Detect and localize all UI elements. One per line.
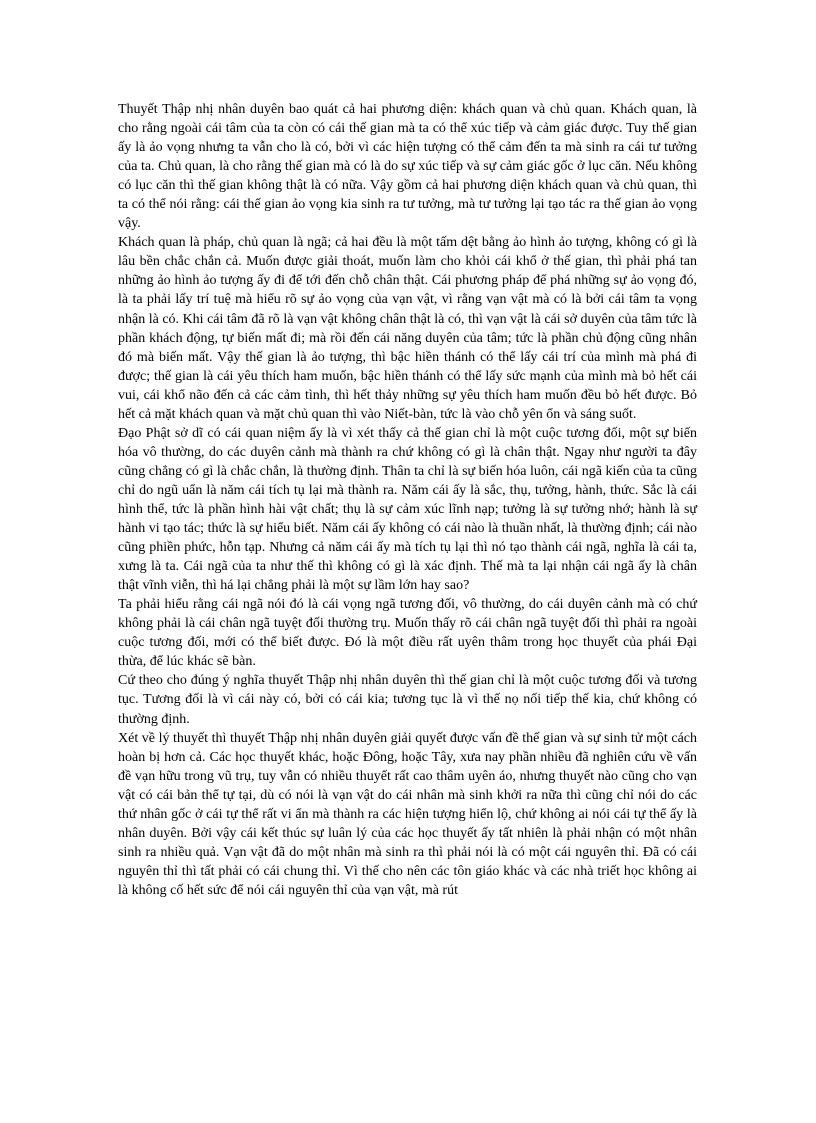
paragraph: Thuyết Thập nhị nhân duyên bao quát cả hai phương diện: khách quan và chủ quan. Khách quan, là cho rằng ngoài cái tâm của ta còn có cái thế gian mà ta có thể xúc tiếp và cảm giác được. Tuy thế gian ấy là ảo vọng nhưng ta vẫn cho là có, bởi vì các hiện tượng có thể cảm đến ta mà sinh ra cái tư tưởng của ta. Chủ quan, là cho rằng thế gian mà có là do sự xúc tiếp và sự cảm giác gốc ở lục căn. Nếu không có lục căn thì thế gian không thật là có nữa. Vậy gồm cả hai phương diện khách quan và chủ quan, thì ta có thể nói rằng: cái thế gian ảo vọng kia sinh ra tư tưởng, mà tư tưởng lại tạo tác ra thế gian ảo vọng vậy. — [118, 102, 697, 232]
paragraph: Đạo Phật sở dĩ có cái quan niệm ấy là vì xét thấy cả thế gian chỉ là một cuộc tương đối, một sự biến hóa vô thường, do các duyên cảnh mà thành ra chứ không có gì là chân thật. Ngay như người ta đây cũng chẳng có gì là chắc chắn, là thường định. Thân ta chỉ là sự biến hóa luôn, cái ngã kiến của ta cũng chỉ do ngũ uẩn là năm cái tích tụ lại mà thành ra. Năm cái ấy là sắc, thụ, tưởng, hành, thức. Sắc là cái hình thể, tức là phần hình hài vật chất; thụ là sự cảm xúc lĩnh nạp; tưởng là sự tưởng nhớ; hành là sự hành vi tạo tác; thức là sự hiểu biết. Năm cái ấy không có cái nào là thuần nhất, là thường định; cái nào cũng phiền phức, hỗn tạp. Nhưng cả năm cái ấy mà tích tụ lại thì nó tạo thành cái ngã, nghĩa là cái ta, xưng là ta. Cái ngã của ta như thế thì không có gì là xác định. Thế mà ta lại nhận cái ngã ấy là chân thật vĩnh viễn, thì há lại chẳng phải là một sự lầm lớn hay sao? — [118, 425, 697, 594]
paragraph: Khách quan là pháp, chủ quan là ngã; cả hai đều là một tấm dệt bằng ảo hình ảo tượng, không có gì là lâu bền chắc chắn cả. Muốn được giải thoát, muốn làm cho khỏi cái khổ ở thế gian, thì phải phá tan những ảo hình ảo tượng ấy đi để tới đến chỗ chân thật. Cái phương pháp để phá những sự ảo vọng đó, là ta phải lấy trí tuệ mà hiểu rõ sự ảo vọng của vạn vật, vì rằng vạn vật mà có là bởi cái tâm ta vọng nhận là có. Khi cái tâm đã rõ là vạn vật không chân thật là có, thì vạn vật là cái sở duyên của tâm tức là phần khách động, tự biến mất đi; mà rồi đến cái năng duyên của tâm; tức là phần chủ động cũng nhân đó mà biến mất. Vậy thế gian là ảo tượng, thì bậc hiền thánh có thể lấy cái trí của mình mà phá đi được; thế gian là cái yêu thích ham muốn, bậc hiền thánh có thể lấy sức mạnh của mình mà bỏ hết cái vui, cái khổ não đến cả các cảm tình, thì hết thảy những sự yêu thích ham muốn đều bỏ hết được. Bỏ hết cả mặt khách quan và mặt chủ quan thì vào Niết-bàn, tức là vào chỗ yên ổn và sáng suốt. — [118, 235, 697, 422]
paragraph: Cứ theo cho đúng ý nghĩa thuyết Thập nhị nhân duyên thì thế gian chỉ là một cuộc tương đối và tương tục. Tương đối là vì cái này có, bởi có cái kia; tương tục là vì thế nọ nối tiếp thế kia, chứ không có thường định. — [118, 673, 697, 727]
document-page — [118, 100, 697, 900]
paragraph: Ta phải hiểu rằng cái ngã nói đó là cái vọng ngã tương đối, vô thường, do cái duyên cảnh mà có chứ không phải là cái chân ngã tuyệt đối thường trụ. Muốn thấy rõ cái chân ngã tuyệt đối thì phải ra ngoài cuộc tương đối, mới có thể biết được. Đó là một điều rất uyên thâm trong học thuyết của phái Đại thừa, để lúc khác sẽ bàn. — [118, 597, 697, 670]
paragraph: Xét về lý thuyết thì thuyết Thập nhị nhân duyên giải quyết được vấn đề thế gian và sự sinh tử một cách hoàn bị hơn cả. Các học thuyết khác, hoặc Đông, hoặc Tây, xưa nay phần nhiều đã nghiên cứu về vấn đề vạn hữu trong vũ trụ, tuy vẫn có nhiều thuyết rất cao thâm uyên áo, nhưng thuyết nào cũng cho vạn vật có cái bản thể tự tại, dù có nói là vạn vật do cái nhân mà sinh khởi ra nữa thì cũng chỉ nói do các thứ nhân gốc ở cái tự thể rất vi ẩn mà thành ra các hiện tượng hiển lộ, chứ không ai nói cái tự thể ấy là nhân duyên. Bởi vậy cái kết thúc sự luân lý của các học thuyết ấy tất nhiên là phải nhận có một nhân sinh ra nhiều quả. Vạn vật đã do một nhân mà sinh ra thì phải nói là có một cái nguyên thỉ. Đã có cái nguyên thỉ thì tất phải có cái chung thỉ. Vì thế cho nên các tôn giáo khác và các nhà triết học không ai là không cố hết sức để nói cái nguyên thỉ của vạn vật, mà rút — [118, 730, 697, 898]
